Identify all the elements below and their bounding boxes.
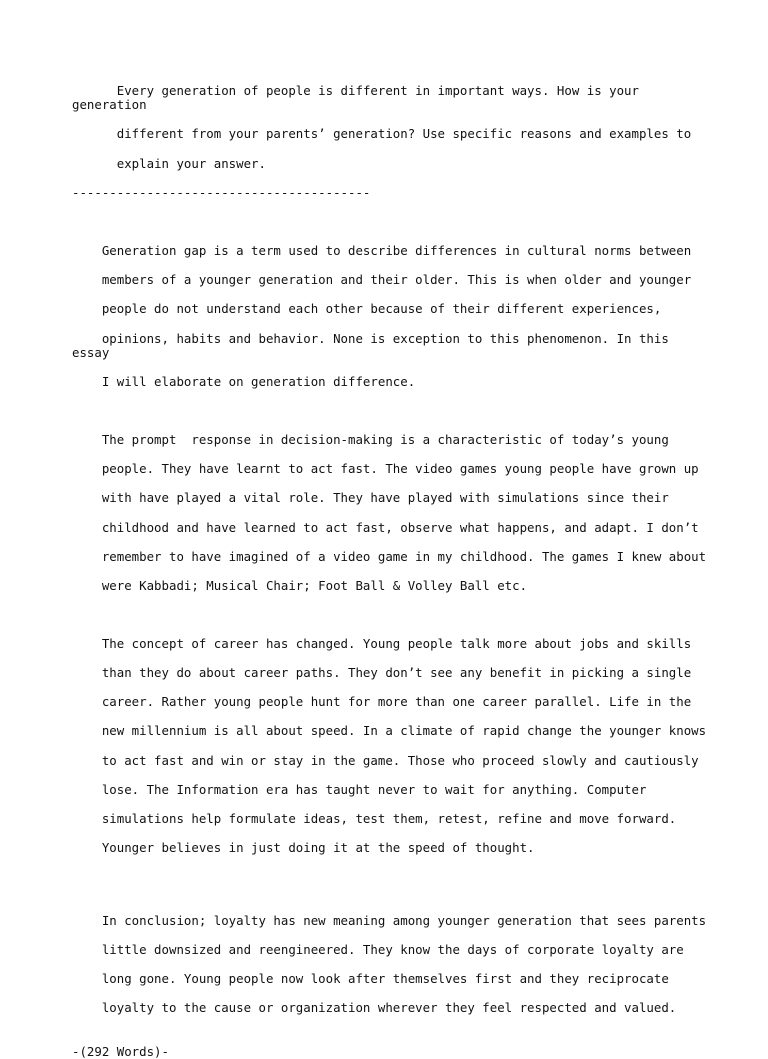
paragraph-line: Generation gap is a term used to describe differences in cultural norms between <box>101 242 692 258</box>
paragraph-line: people do not understand each other because of their different experiences, <box>101 301 662 317</box>
paragraph-line: with have played a vital role. They have played with simulations since their <box>101 490 669 506</box>
paragraph-line: little downsized and reengineered. They know the days of corporate loyalty are <box>101 942 684 958</box>
prompt-line: Every generation of people is different in important ways. How is your generation <box>72 82 647 113</box>
paragraph-line: lose. The Information era has taught never to wait for anything. Computer <box>101 781 647 797</box>
paragraph-line: opinions, habits and behavior. None is exception to this phenomenon. In this essay <box>72 330 677 361</box>
prompt-text <box>72 69 712 186</box>
paragraph-line: childhood and have learned to act fast, observe what happens, and adapt. I don’t <box>101 519 699 535</box>
paragraph-line: than they do about career paths. They don’t see any benefit in picking a single <box>101 664 692 680</box>
paragraph-line: loyalty to the cause or organization wherever they feel respected and valued. <box>101 1000 677 1016</box>
essay-paragraph-intro <box>72 229 712 404</box>
paragraph-line: The concept of career has changed. Young people talk more about jobs and skills <box>101 635 692 651</box>
paragraph-line: I will elaborate on generation difference. <box>101 374 416 390</box>
paragraph-line: people. They have learnt to act fast. The video games young people have grown up <box>101 461 699 477</box>
essay-page <box>72 69 712 1059</box>
paragraph-line: to act fast and win or stay in the game. Those who proceed slowly and cautiously <box>101 752 699 768</box>
paragraph-line: were Kabbadi; Musical Chair; Foot Ball & Volley Ball etc. <box>101 578 528 593</box>
paragraph-line: remember to have imagined of a video game in my childhood. The games I knew about <box>101 548 707 564</box>
essay-paragraph-conclusion <box>72 899 712 1030</box>
paragraph-line: members of a younger generation and their older. This is when older and younger <box>101 272 692 288</box>
essay-paragraph-career <box>72 622 712 870</box>
prompt-divider: ---------------------------------------- <box>72 184 371 200</box>
prompt-block <box>72 69 712 200</box>
paragraph-line: The prompt response in decision-making is a characteristic of today’s young <box>101 432 669 448</box>
paragraph-line: career. Rather young people hunt for more than one career parallel. Life in the <box>101 694 692 710</box>
word-count: -(292 Words)- <box>72 1043 169 1059</box>
prompt-line: different from your parents’ generation? Use specific reasons and examples to <box>116 126 692 142</box>
essay-paragraph-decision-making <box>72 418 712 608</box>
prompt-line: explain your answer. <box>116 155 266 171</box>
paragraph-line: simulations help formulate ideas, test them, retest, refine and move forward. <box>101 810 677 826</box>
paragraph-line: In conclusion; loyalty has new meaning among younger generation that sees parents <box>101 912 707 928</box>
paragraph-line: Younger believes in just doing it at the speed of thought. <box>101 840 535 856</box>
paragraph-line: long gone. Young people now look after themselves first and they reciprocate <box>101 971 669 987</box>
paragraph-line: new millennium is all about speed. In a climate of rapid change the younger knows <box>101 723 707 739</box>
